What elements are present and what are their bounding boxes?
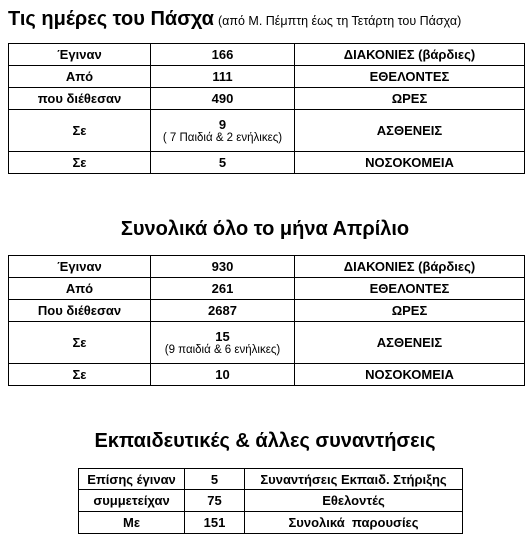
table-row [9,44,525,66]
row-value: 15 [215,328,230,344]
row-label: Έγιναν [9,44,151,66]
row-label: Που διέθεσαν [9,300,151,322]
row-unit: ΕΘΕΛΟΝΤΕΣ [295,66,525,88]
row-value: 111 [151,66,295,88]
row-label: Με [79,512,185,534]
row-unit: ΑΣΘΕΝΕΙΣ [295,110,525,152]
row-value: 166 [151,44,295,66]
row-label: συμμετείχαν [79,490,185,512]
row-unit: ΩΡΕΣ [295,88,525,110]
section1-table [8,43,525,174]
row-unit: ΝΟΣΟΚΟΜΕΙΑ [295,152,525,174]
row-unit: ΔΙΑΚΟΝΙΕΣ (βάρδιες) [295,44,525,66]
table-row [9,278,525,300]
table-row [9,300,525,322]
row-label: Από [9,278,151,300]
row-unit: ΑΣΘΕΝΕΙΣ [295,322,525,364]
section2-table [8,255,525,386]
row-note: (9 παιδιά & 6 ενήλικες) [164,343,281,356]
row-value: 75 [185,490,245,512]
section1-title: Τις ημέρες του Πάσχα [8,8,214,30]
table-row [79,469,463,490]
row-label: Σε [9,152,151,174]
row-label: Έγιναν [9,256,151,278]
section2-title: Συνολικά όλο το μήνα Απρίλιο [120,218,410,240]
table-row [9,364,525,386]
row-value: 2687 [151,300,295,322]
row-value: 151 [185,512,245,534]
row-unit: Εθελοντές [245,490,463,512]
row-value-with-note [151,110,295,152]
section3-title: Εκπαιδευτικές & άλλες συναντήσεις [94,430,436,452]
section1-subtitle: (από Μ. Πέμπτη έως τη Τετάρτη του Πάσχα) [217,14,462,28]
row-label: Από [9,66,151,88]
row-value: 5 [151,152,295,174]
row-note: ( 7 Παιδιά & 2 ενήλικες) [162,131,283,144]
table-row [79,490,463,512]
section3-table [78,468,463,534]
row-value: 5 [185,469,245,490]
row-label: Σε [9,322,151,364]
table-row [79,512,463,534]
row-value: 9 [218,116,227,132]
row-value: 261 [151,278,295,300]
row-label: Σε [9,364,151,386]
row-unit: ΩΡΕΣ [295,300,525,322]
section1-heading [8,8,461,31]
row-value: 930 [151,256,295,278]
row-value: 10 [151,364,295,386]
table-row [9,110,525,152]
table-row [9,88,525,110]
row-label: που διέθεσαν [9,88,151,110]
row-unit: ΝΟΣΟΚΟΜΕΙΑ [295,364,525,386]
table-row [9,256,525,278]
row-unit: Συνολικά παρουσίες [245,512,463,534]
table-row [9,152,525,174]
table-row [9,322,525,364]
row-value-with-note [151,322,295,364]
table-row [9,66,525,88]
row-label: Επίσης έγιναν [79,469,185,490]
row-value: 490 [151,88,295,110]
row-label: Σε [9,110,151,152]
row-unit: ΕΘΕΛΟΝΤΕΣ [295,278,525,300]
row-unit: ΔΙΑΚΟΝΙΕΣ (βάρδιες) [295,256,525,278]
row-unit: Συναντήσεις Εκπαιδ. Στήριξης [245,469,463,490]
